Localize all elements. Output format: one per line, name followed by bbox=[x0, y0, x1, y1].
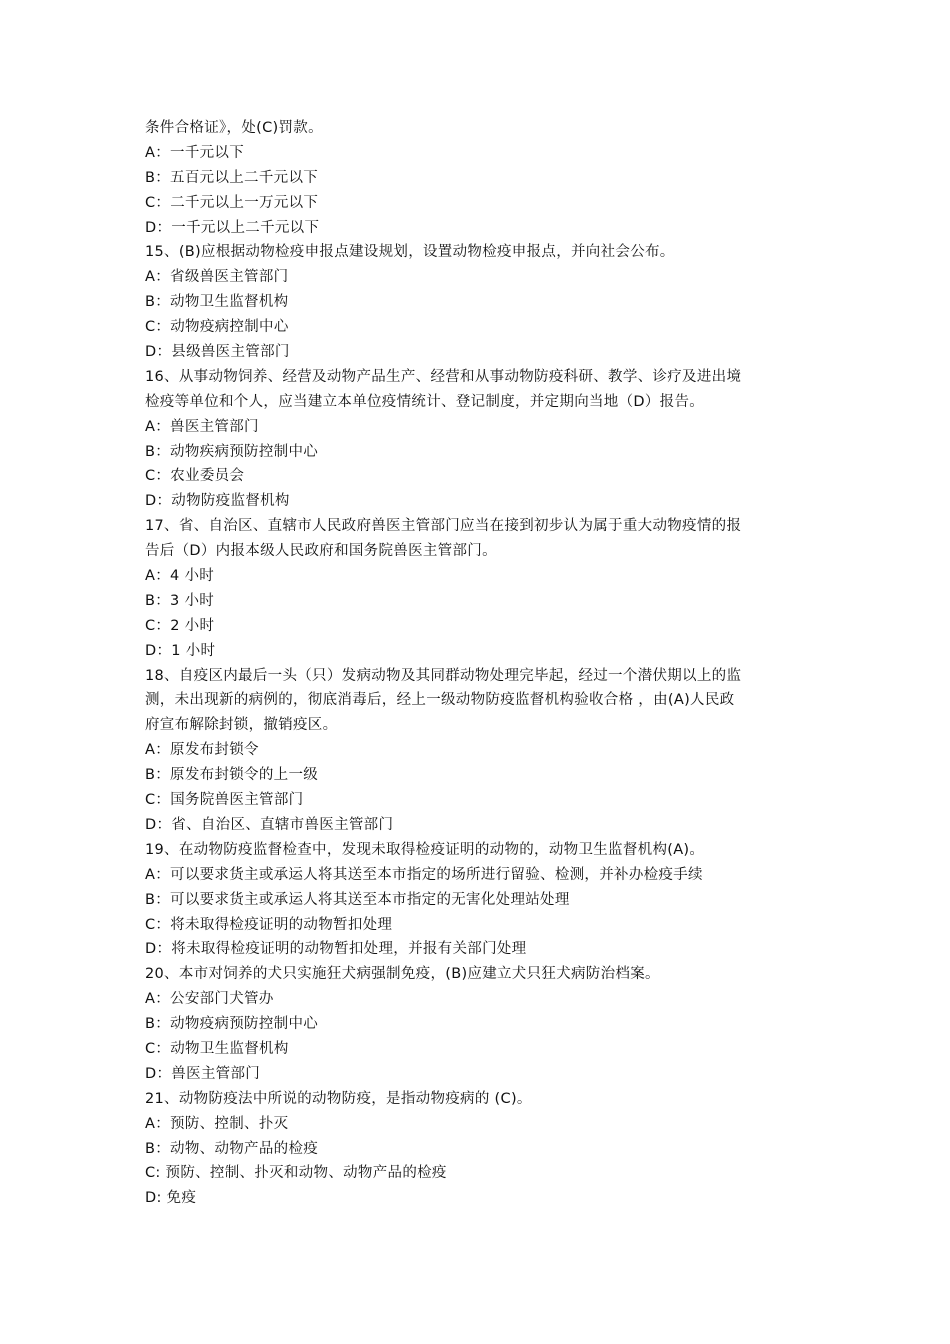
option-line: C：农业委员会 bbox=[145, 468, 245, 485]
option-line: D：将未取得检疫证明的动物暂扣处理，并报有关部门处理 bbox=[145, 941, 527, 958]
question-line: 16、从事动物饲养、经营及动物产品生产、经营和从事动物防疫科研、教学、诊疗及进出境 bbox=[145, 368, 742, 385]
option-line: C：二千元以上一万元以下 bbox=[145, 194, 319, 211]
question-line: 15、(B)应根据动物检疫申报点建设规划，设置动物检疫申报点，并向社会公布。 bbox=[145, 244, 675, 261]
option-line: D：县级兽医主管部门 bbox=[145, 344, 290, 361]
question-line: 测，未出现新的病例的，彻底消毒后，经上一级动物防疫监督机构验收合格 ，由(A)人民政 bbox=[145, 692, 735, 709]
question-line: 检疫等单位和个人，应当建立本单位疫情统计、登记制度，并定期向当地（D）报告。 bbox=[145, 393, 705, 410]
document-body bbox=[145, 116, 815, 1211]
option-line: C: 预防、控制、扑灭和动物、动物产品的检疫 bbox=[145, 1165, 447, 1182]
question-line: 告后（D）内报本级人民政府和国务院兽医主管部门。 bbox=[145, 543, 497, 560]
option-line: D：省、自治区、直辖市兽医主管部门 bbox=[145, 816, 394, 833]
option-line: A：一千元以下 bbox=[145, 144, 245, 161]
option-line: B：动物卫生监督机构 bbox=[145, 294, 289, 311]
option-line: C：动物卫生监督机构 bbox=[145, 1040, 289, 1057]
option-line: A：可以要求货主或承运人将其送至本市指定的场所进行留验、检测，并补办检疫手续 bbox=[145, 866, 703, 883]
option-line: B：原发布封锁令的上一级 bbox=[145, 767, 319, 784]
question-line: 18、自疫区内最后一头（只）发病动物及其同群动物处理完毕起，经过一个潜伏期以上的监 bbox=[145, 667, 742, 684]
option-line: B：3 小时 bbox=[145, 592, 215, 609]
option-line: D：动物防疫监督机构 bbox=[145, 493, 290, 510]
question-line: 21、动物防疫法中所说的动物防疫，是指动物疫病的 (C)。 bbox=[145, 1090, 532, 1107]
option-line: D：一千元以上二千元以下 bbox=[145, 219, 320, 236]
option-line: C：将未取得检疫证明的动物暂扣处理 bbox=[145, 916, 393, 933]
option-line: B：动物疾病预防控制中心 bbox=[145, 443, 319, 460]
option-line: D: 免疫 bbox=[145, 1190, 197, 1207]
option-line: B：动物疫病预防控制中心 bbox=[145, 1016, 319, 1033]
option-line: D：1 小时 bbox=[145, 642, 216, 659]
option-line: D：兽医主管部门 bbox=[145, 1065, 261, 1082]
option-line: A：兽医主管部门 bbox=[145, 418, 259, 435]
option-line: C：国务院兽医主管部门 bbox=[145, 792, 304, 809]
question-line: 20、本市对饲养的犬只实施狂犬病强制免疫，(B)应建立犬只狂犬病防治档案。 bbox=[145, 966, 660, 983]
text-line: 条件合格证》，处(C)罚款。 bbox=[145, 120, 323, 136]
question-line: 府宣布解除封锁，撤销疫区。 bbox=[145, 717, 338, 734]
option-line: A：预防、控制、扑灭 bbox=[145, 1115, 289, 1132]
option-line: C：动物疫病控制中心 bbox=[145, 319, 289, 336]
option-line: B：可以要求货主或承运人将其送至本市指定的无害化处理站处理 bbox=[145, 891, 570, 908]
option-line: A：4 小时 bbox=[145, 568, 215, 585]
option-line: A：原发布封锁令 bbox=[145, 742, 259, 759]
question-line: 19、在动物防疫监督检查中，发现未取得检疫证明的动物的，动物卫生监督机构(A)。 bbox=[145, 841, 705, 858]
question-line: 17、省、自治区、直辖市人民政府兽医主管部门应当在接到初步认为属于重大动物疫情的报 bbox=[145, 518, 742, 535]
option-line: C：2 小时 bbox=[145, 617, 215, 634]
option-line: A：公安部门犬管办 bbox=[145, 991, 274, 1008]
option-line: B：动物、动物产品的检疫 bbox=[145, 1140, 319, 1157]
option-line: A：省级兽医主管部门 bbox=[145, 269, 289, 286]
option-line: B：五百元以上二千元以下 bbox=[145, 169, 319, 186]
